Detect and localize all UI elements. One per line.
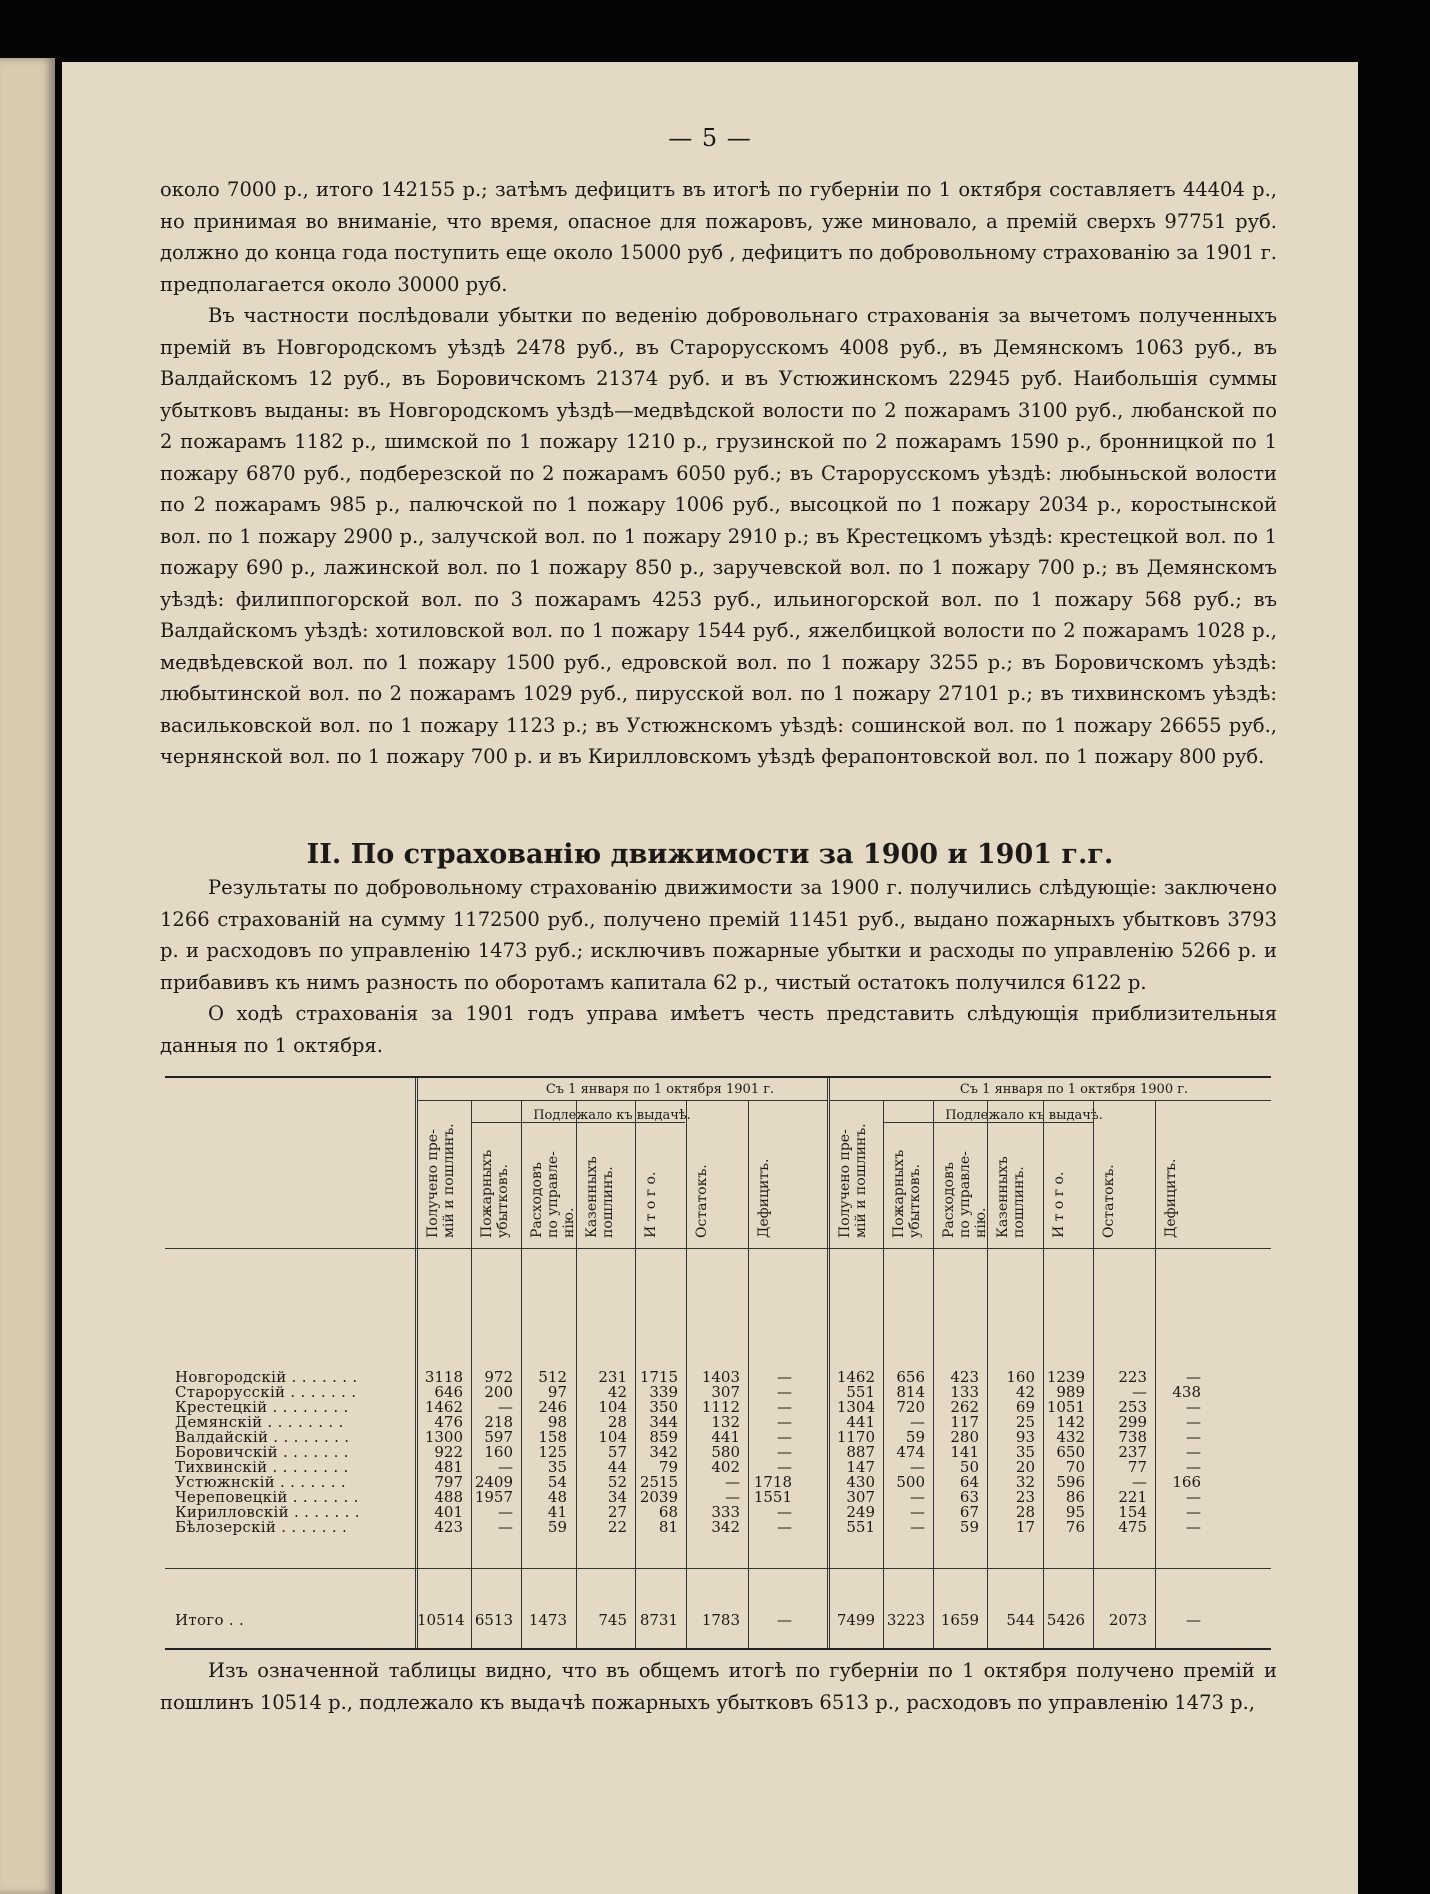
table-row-1901-cell: 1551: [753, 1488, 792, 1506]
table-row-1900-cell: 1304: [836, 1398, 875, 1416]
table-row-label: Демянскій . . . . . . . .: [175, 1413, 344, 1431]
table-row-1901-cell: 488: [434, 1488, 463, 1506]
table-row-1900-cell: 133: [950, 1383, 979, 1401]
table-total-row-1901-cell: 1783: [701, 1611, 740, 1629]
table-row-1900-cell: —: [1186, 1458, 1201, 1476]
table-row-1900-cell: 32: [1015, 1473, 1035, 1491]
table-row-1900-cell: 70: [1065, 1458, 1085, 1476]
paragraph-2: Въ частности послѣдовали убытки по веденію добровольнаго страхованія за вычетомъ полученныхъ премій въ Новгородскомъ уѣздѣ 2478 руб., въ Старорусскомъ 4008 руб., въ Демянскомъ 1063 руб., въ Валдайскомъ 12 руб., въ Боровичскомъ 21374 руб. и въ Устюжинскомъ 22945 руб. Наибольшія суммы убытковъ выданы: въ Новгородскомъ уѣздѣ—медвѣдской волости по 2 пожарамъ 3100 руб., любанской по 2 пожарамъ 1182 р., шимской по 1 пожару 1210 р., грузинской по 2 пожарамъ 1590 р., бронницкой по 1 пожару 6870 руб., подберезской по 2 пожарамъ 6050 руб.; въ Старорусскомъ уѣздѣ: любыньской волости по 2 пожарамъ 985 р., палючской по 1 пожару 1006 руб., высоцкой по 1 пожару 2034 р., коростынской вол. по 1 пожару 2900 р., залучской вол. по 1 пожару 2910 р.; въ Крестецкомъ уѣздѣ: крестецкой вол. по 1 пожару 690 р., лажинской вол. по 1 пожару 850 р., заручевской вол. по 1 пожару 700 р.; въ Демянскомъ уѣздѣ: филиппогорской вол. по 3 пожарамъ 4253 руб., ильиногорской вол. по 1 пожару 568 руб.; въ Валдайскомъ уѣздѣ: хотиловской вол. по 1 пожару 1544 руб., яжелбицкой волости по 2 пожарамъ 1028 р., медвѣдевской вол. по 1 пожару 1500 руб., едровской вол. по 1 пожару 3255 р.; въ Боровичскомъ уѣздѣ: любытинской вол. по 2 пожарамъ 1029 руб., пирусской вол. по 1 пожару 27101 р.; въ тихвинскомъ уѣздѣ: васильковской вол. по 1 пожару 1123 р.; въ Устюжнскомъ уѣздѣ: сошинской вол. по 1 пожару 26655 руб., чернянской вол. по 1 пожару 700 р. и въ Кирилловскомъ уѣздѣ ферапонтовской вол. по 1 пожару 800 руб.: [160, 304, 1277, 768]
table-row-1901-cell: 57: [607, 1443, 627, 1461]
subgroup-header-1901: Подлежало къ выдачѣ.: [533, 1108, 691, 1123]
table-row-1901-cell: 48: [547, 1488, 567, 1506]
table-row-1900-cell: —: [1186, 1488, 1201, 1506]
table-row-1900-cell: 1170: [836, 1428, 875, 1446]
paragraph-3: Результаты по добровольному страхованію движимости за 1900 г. получились слѣдующіе: заключено 1266 страхованій на сумму 1172500 руб., получено премій 11451 руб., выдано пожарныхъ убытковъ 3793 р. и расходовъ по управленію 1473 руб.; исключивъ пожарные убытки и расходы по управленію 5266 р. и прибавивъ къ нимъ разность по оборотамъ капитала 62 р., чистый остатокъ получился 6122 р.: [160, 876, 1277, 994]
table-row-1901-cell: 1300: [424, 1428, 463, 1446]
table-row-1901-cell: 1403: [701, 1368, 740, 1386]
table-row-1900-cell: 253: [1118, 1398, 1147, 1416]
table-row-1901-cell: 1715: [639, 1368, 678, 1386]
previous-page-edge: [0, 58, 55, 1894]
paragraph-4: О ходѣ страхованія за 1901 годъ управа имѣетъ честь представить слѣдующія приблизительныя данныя по 1 октября.: [160, 1002, 1277, 1057]
table-row-1900-cell: 95: [1065, 1503, 1085, 1521]
table-row-1901-cell: —: [777, 1398, 792, 1416]
table-row-1900-cell: 887: [846, 1443, 875, 1461]
table-total-row-1900-cell: 544: [1006, 1611, 1035, 1629]
table-row-1901-cell: —: [498, 1458, 513, 1476]
table-total-row-1900-cell: —: [1186, 1611, 1201, 1629]
table-row-rule: [883, 1122, 1093, 1123]
table-row-1900-cell: 299: [1118, 1413, 1147, 1431]
table-row-1900-cell: 20: [1015, 1458, 1035, 1476]
table-row-1901-cell: 28: [607, 1413, 627, 1431]
table-row-1901-cell: 42: [607, 1383, 627, 1401]
table-row-1900-cell: 650: [1056, 1443, 1085, 1461]
table-row-1901-cell: 79: [658, 1458, 678, 1476]
table-row-1901-cell: 342: [649, 1443, 678, 1461]
table-row-1901-cell: 972: [484, 1368, 513, 1386]
table-row-1901-cell: 350: [649, 1398, 678, 1416]
table-row-1900-cell: 86: [1065, 1488, 1085, 1506]
table-total-row-1900-cell: 2073: [1108, 1611, 1147, 1629]
table-row-1900-cell: —: [1186, 1443, 1201, 1461]
table-row-1900-cell: —: [910, 1488, 925, 1506]
table-row-1901-cell: 423: [434, 1518, 463, 1536]
table-row-rule: [165, 1248, 1271, 1249]
table-row-1901-cell: 54: [547, 1473, 567, 1491]
table-row-1901-cell: 35: [547, 1458, 567, 1476]
table-row-1901-cell: 218: [484, 1413, 513, 1431]
table-row-1900-cell: 656: [896, 1368, 925, 1386]
table-column-rule: [415, 1078, 418, 1648]
table-row-1900-cell: 50: [959, 1458, 979, 1476]
table-row-1900-cell: 141: [950, 1443, 979, 1461]
table-row-label: Новгородскій . . . . . . .: [175, 1368, 358, 1386]
table-row-1901-cell: 104: [598, 1398, 627, 1416]
table-row-1900-cell: 474: [896, 1443, 925, 1461]
table-row-1900-cell: 64: [959, 1473, 979, 1491]
table-row-1901-cell: 344: [649, 1413, 678, 1431]
table-row-1901-cell: 2409: [474, 1473, 513, 1491]
paragraph-3-block: [160, 872, 1277, 1061]
table-row-label: Валдайскій . . . . . . . .: [175, 1428, 350, 1446]
table-row-1901-cell: —: [498, 1398, 513, 1416]
y1900-col-header-0: Получено пре- мій и пошлинъ.: [837, 1123, 869, 1238]
table-row-1900-cell: 117: [950, 1413, 979, 1431]
y1900-col-header-3: Казенныхъ пошлинъ.: [995, 1156, 1027, 1238]
table-row-1900-cell: 307: [846, 1488, 875, 1506]
table-row-1900-cell: 223: [1118, 1368, 1147, 1386]
table-row-1900-cell: 720: [896, 1398, 925, 1416]
table-row-1901-cell: 22: [607, 1518, 627, 1536]
table-row-1901-cell: 481: [434, 1458, 463, 1476]
table-row-1901-cell: 52: [607, 1473, 627, 1491]
table-row-label: Бѣлозерскій . . . . . . .: [175, 1518, 348, 1536]
document-page: [62, 62, 1358, 1894]
table-row-1901-cell: 59: [547, 1518, 567, 1536]
table-row-1901-cell: —: [777, 1413, 792, 1431]
table-row-1901-cell: 125: [538, 1443, 567, 1461]
table-row-1900-cell: —: [1186, 1428, 1201, 1446]
table-row-1900-cell: —: [910, 1413, 925, 1431]
y1901-col-header-1: Пожарныхъ убытковъ.: [479, 1149, 511, 1238]
table-row-1901-cell: —: [777, 1443, 792, 1461]
table-row-1901-cell: 3118: [424, 1368, 463, 1386]
table-row-1901-cell: 797: [434, 1473, 463, 1491]
table-row-1901-cell: 441: [711, 1428, 740, 1446]
y1901-col-header-4: И т о г о.: [643, 1171, 659, 1238]
table-row-1901-cell: 200: [484, 1383, 513, 1401]
table-row-1900-cell: —: [910, 1458, 925, 1476]
table-row-1900-cell: 423: [950, 1368, 979, 1386]
table-total-row-1901-cell: 10514: [417, 1611, 465, 1629]
table-total-row-1900-cell: 5426: [1046, 1611, 1085, 1629]
table-row-1901-cell: 246: [538, 1398, 567, 1416]
table-row-label: Кирилловскій . . . . . . .: [175, 1503, 360, 1521]
table-row-1901-cell: 160: [484, 1443, 513, 1461]
table-row-1901-cell: —: [725, 1488, 740, 1506]
table-row-1901-cell: 97: [547, 1383, 567, 1401]
table-row-label: Старорусскій . . . . . . .: [175, 1383, 357, 1401]
table-row-1900-cell: 438: [1172, 1383, 1201, 1401]
insurance-table: [165, 1076, 1271, 1650]
group-header-1900: Съ 1 января по 1 октября 1900 г.: [959, 1082, 1189, 1097]
table-total-row-1901-cell: 1473: [528, 1611, 567, 1629]
table-row-1900-cell: —: [1186, 1368, 1201, 1386]
table-row-1901-cell: 922: [434, 1443, 463, 1461]
paragraph-5-block: [160, 1655, 1277, 1718]
table-row-1900-cell: 28: [1015, 1503, 1035, 1521]
table-row-1900-cell: 166: [1172, 1473, 1201, 1491]
table-row-1900-cell: —: [1132, 1473, 1147, 1491]
table-row-1901-cell: 44: [607, 1458, 627, 1476]
table-row-1900-cell: 25: [1015, 1413, 1035, 1431]
table-row-1901-cell: —: [777, 1428, 792, 1446]
paragraph-1: около 7000 р., итого 142155 р.; затѣмъ дефицитъ въ итогѣ по губерніи по 1 октября составляетъ 44404 р., но принимая во вниманіе, что время, опасное для пожаровъ, уже миновало, а премій сверхъ 97751 руб. должно до конца года поступить еще около 15000 руб , дефицитъ по добровольному страхованію за 1901 г. предполагается около 30000 руб.: [160, 178, 1277, 296]
table-row-1901-cell: —: [777, 1368, 792, 1386]
y1900-col-header-4: И т о г о.: [1051, 1171, 1067, 1238]
table-row-rule: [417, 1100, 827, 1101]
table-row-1900-cell: 147: [846, 1458, 875, 1476]
table-total-row-1900-cell: 3223: [886, 1611, 925, 1629]
table-row-1900-cell: 1239: [1046, 1368, 1085, 1386]
table-row-1900-cell: —: [1186, 1398, 1201, 1416]
y1901-col-header-5: Остатокъ.: [694, 1164, 710, 1238]
table-row-1901-cell: 27: [607, 1503, 627, 1521]
table-row-1900-cell: 69: [1015, 1398, 1035, 1416]
y1901-col-header-6: Дефицитъ.: [756, 1158, 772, 1238]
table-total-row-1901-cell: 745: [598, 1611, 627, 1629]
table-row-1901-cell: —: [725, 1473, 740, 1491]
table-row-1901-cell: 81: [658, 1518, 678, 1536]
table-row-1901-cell: 402: [711, 1458, 740, 1476]
table-row-1900-cell: 280: [950, 1428, 979, 1446]
table-row-1901-cell: 1112: [701, 1398, 740, 1416]
y1900-col-header-6: Дефицитъ.: [1163, 1158, 1179, 1238]
table-row-1901-cell: 34: [607, 1488, 627, 1506]
table-row-rule: [165, 1568, 1271, 1569]
table-row-1901-cell: 597: [484, 1428, 513, 1446]
table-row-1900-cell: —: [1186, 1503, 1201, 1521]
table-total-row-1900-cell: 7499: [836, 1611, 875, 1629]
table-row-1901-cell: 158: [538, 1428, 567, 1446]
table-row-1900-cell: 221: [1118, 1488, 1147, 1506]
table-row-label: Череповецкій . . . . . . .: [175, 1488, 359, 1506]
table-row-1900-cell: 500: [896, 1473, 925, 1491]
table-row-1900-cell: 249: [846, 1503, 875, 1521]
y1901-col-header-2: Расходовъ по управле- нію.: [529, 1151, 577, 1238]
table-row-1901-cell: 231: [598, 1368, 627, 1386]
table-row-1900-cell: 77: [1127, 1458, 1147, 1476]
table-row-1901-cell: 1957: [474, 1488, 513, 1506]
table-row-1901-cell: 646: [434, 1383, 463, 1401]
table-row-1900-cell: 154: [1118, 1503, 1147, 1521]
table-row-rule: [829, 1100, 1271, 1101]
page-number: — 5 —: [668, 124, 752, 152]
table-row-1900-cell: 551: [846, 1383, 875, 1401]
table-row-1901-cell: 476: [434, 1413, 463, 1431]
y1901-col-header-0: Получено пре- мій и пошлинъ.: [425, 1123, 457, 1238]
table-row-1900-cell: 262: [950, 1398, 979, 1416]
table-total-row-1901-cell: —: [777, 1611, 792, 1629]
table-row-1901-cell: 68: [658, 1503, 678, 1521]
table-total-row-label: Итого . .: [175, 1611, 245, 1629]
table-row-1901-cell: —: [498, 1518, 513, 1536]
table-row-1900-cell: 42: [1015, 1383, 1035, 1401]
table-row-1900-cell: 596: [1056, 1473, 1085, 1491]
section-title: II. По страхованію движимости за 1900 и 1901 г.г.: [306, 839, 1114, 870]
y1900-col-header-5: Остатокъ.: [1101, 1164, 1117, 1238]
table-row-1901-cell: 580: [711, 1443, 740, 1461]
table-row-1900-cell: 63: [959, 1488, 979, 1506]
table-row-1900-cell: 142: [1056, 1413, 1085, 1431]
y1900-col-header-1: Пожарныхъ убытковъ.: [891, 1149, 923, 1238]
table-row-1900-cell: 1051: [1046, 1398, 1085, 1416]
table-row-1901-cell: —: [498, 1503, 513, 1521]
table-row-1900-cell: 17: [1015, 1518, 1035, 1536]
group-header-1901: Съ 1 января по 1 октября 1901 г.: [545, 1082, 775, 1097]
table-row-1900-cell: 237: [1118, 1443, 1147, 1461]
table-total-row-1900-cell: 1659: [940, 1611, 979, 1629]
table-row-1900-cell: 35: [1015, 1443, 1035, 1461]
table-row-1901-cell: 2039: [639, 1488, 678, 1506]
table-row-1901-cell: 1462: [424, 1398, 463, 1416]
table-row-1901-cell: —: [777, 1518, 792, 1536]
table-row-1901-cell: 41: [547, 1503, 567, 1521]
table-row-1900-cell: 23: [1015, 1488, 1035, 1506]
table-row-1901-cell: —: [777, 1503, 792, 1521]
table-column-rule: [827, 1078, 830, 1648]
paragraph-1-block: [160, 174, 1277, 773]
table-row-1900-cell: —: [1186, 1518, 1201, 1536]
table-row-1901-cell: 132: [711, 1413, 740, 1431]
table-row-1900-cell: 430: [846, 1473, 875, 1491]
table-row-1901-cell: 339: [649, 1383, 678, 1401]
y1900-col-header-2: Расходовъ по управле- нію.: [941, 1151, 989, 1238]
table-row-1900-cell: 989: [1056, 1383, 1085, 1401]
table-row-1900-cell: 475: [1118, 1518, 1147, 1536]
table-row-1901-cell: 307: [711, 1383, 740, 1401]
paragraph-5: Изъ означенной таблицы видно, что въ общемъ итогѣ по губерніи по 1 октября получено премій и пошлинъ 10514 р., подлежало къ выдачѣ пожарныхъ убытковъ 6513 р., расходовъ по управленію 1473 р.,: [160, 1659, 1277, 1714]
table-row-1901-cell: —: [777, 1458, 792, 1476]
table-row-1901-cell: —: [777, 1383, 792, 1401]
table-row-1900-cell: 432: [1056, 1428, 1085, 1446]
table-row-1900-cell: 59: [959, 1518, 979, 1536]
table-row-1900-cell: 814: [896, 1383, 925, 1401]
y1901-col-header-3: Казенныхъ пошлинъ.: [584, 1156, 616, 1238]
table-row-1900-cell: 59: [905, 1428, 925, 1446]
table-row-1901-cell: 2515: [639, 1473, 678, 1491]
table-row-1901-cell: 512: [538, 1368, 567, 1386]
subgroup-header-1900: Подлежало къ выдачѣ.: [945, 1108, 1103, 1123]
table-row-1900-cell: 67: [959, 1503, 979, 1521]
table-row-1900-cell: 738: [1118, 1428, 1147, 1446]
table-row-1900-cell: 76: [1065, 1518, 1085, 1536]
table-row-1900-cell: —: [910, 1518, 925, 1536]
table-row-1900-cell: 93: [1015, 1428, 1035, 1446]
table-row-1900-cell: 160: [1006, 1368, 1035, 1386]
table-row-1900-cell: 551: [846, 1518, 875, 1536]
table-row-1901-cell: 333: [711, 1503, 740, 1521]
table-total-row-1901-cell: 8731: [639, 1611, 678, 1629]
table-row-1900-cell: —: [1132, 1383, 1147, 1401]
table-total-row-1901-cell: 6513: [474, 1611, 513, 1629]
table-row-1901-cell: 98: [547, 1413, 567, 1431]
table-row-1901-cell: 104: [598, 1428, 627, 1446]
table-row-label: Боровичскій . . . . . . .: [175, 1443, 349, 1461]
table-row-1901-cell: 1718: [753, 1473, 792, 1491]
table-row-1901-cell: 342: [711, 1518, 740, 1536]
table-row-1901-cell: 401: [434, 1503, 463, 1521]
table-row-label: Тихвинскій . . . . . . . .: [175, 1458, 349, 1476]
table-row-label: Крестецкій . . . . . . . .: [175, 1398, 349, 1416]
table-row-1900-cell: —: [1186, 1413, 1201, 1431]
table-row-1901-cell: 859: [649, 1428, 678, 1446]
table-row-1900-cell: 1462: [836, 1368, 875, 1386]
table-row-rule: [471, 1122, 685, 1123]
table-row-1900-cell: —: [910, 1503, 925, 1521]
table-row-1900-cell: 441: [846, 1413, 875, 1431]
table-row-label: Устюжнскій . . . . . . .: [175, 1473, 346, 1491]
